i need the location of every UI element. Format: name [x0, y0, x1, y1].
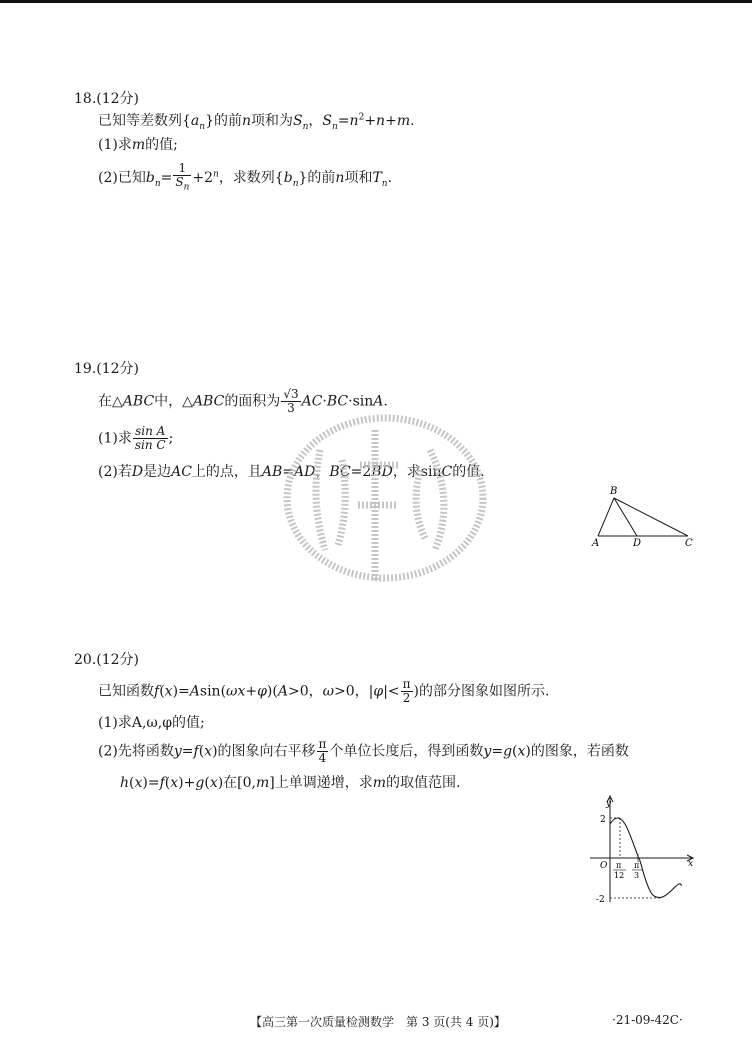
- question-20-part-2-cont: h(x)=f(x)+g(x)在[0,m]上单调递增，求m的取值范围.: [120, 775, 461, 791]
- seal-watermark: [280, 410, 490, 585]
- question-20-stem: 已知函数f(x)=Asin(ωx+φ)(A>0，ω>0，|φ|< $\frac{\pi}{2}$ )的部分图象如图所示.: [98, 677, 550, 705]
- label-b: B: [610, 486, 618, 497]
- tick1-num: π: [616, 861, 622, 870]
- question-19-part-2: (2)若D是边AC上的点，且AB=AD，BC=2BD，求sinC的值.: [98, 464, 485, 480]
- question-19-stem: 在△ABC中，△ABC的面积为 $\frac{√3}{3}$ AC·BC·sinA.: [98, 387, 388, 415]
- sine-graph-figure: [584, 792, 700, 908]
- triangle-outline: [598, 498, 688, 536]
- label-d: D: [633, 538, 642, 548]
- question-18-part-2: (2)已知$b_n=$ $\frac{1}{S_n}$ $+2^n$，求数列$\{b_n\}$的前n项和$T_n$.: [98, 161, 393, 193]
- tick1-den: 12: [614, 871, 625, 880]
- label-c: C: [685, 538, 693, 548]
- y-axis-label: y: [606, 799, 612, 809]
- question-18-stem: 已知等差数列$\{a_n\}$的前n项和为$S_n$，$S_n=n^2+n+m$.: [98, 112, 415, 132]
- question-20-part-1: (1)求A,ω,φ的值;: [98, 715, 205, 731]
- question-19-part-1: (1)求 $\frac{\text{sin A}}{\text{sin C}}$ ;: [98, 424, 174, 452]
- question-19-number: 19.(12分): [74, 361, 140, 377]
- tick2-den: 3: [634, 871, 640, 880]
- footer-code: ·21-09-42C·: [612, 1013, 683, 1027]
- triangle-figure: [588, 482, 698, 548]
- x-axis-label: x: [688, 859, 694, 869]
- origin-label: O: [600, 861, 608, 871]
- question-20-part-2: (2)先将函数y=f(x)的图象向右平移 $\frac{\pi}{4}$ 个单位长度后，得到函数y=g(x)的图象，若函数: [98, 737, 629, 765]
- top-border: [0, 0, 752, 3]
- footer-page-info: 【高三第一次质量检测数学 第 3 页(共 4 页)】: [250, 1015, 506, 1029]
- question-18-part-1: (1)求m的值;: [98, 137, 178, 153]
- y-max-label: 2: [600, 815, 606, 825]
- label-a: A: [592, 538, 600, 548]
- y-min-label: -2: [596, 895, 605, 905]
- tick2-num: π: [634, 861, 640, 870]
- question-18-number: 18.(12分): [74, 91, 140, 107]
- question-20-number: 20.(12分): [74, 652, 140, 668]
